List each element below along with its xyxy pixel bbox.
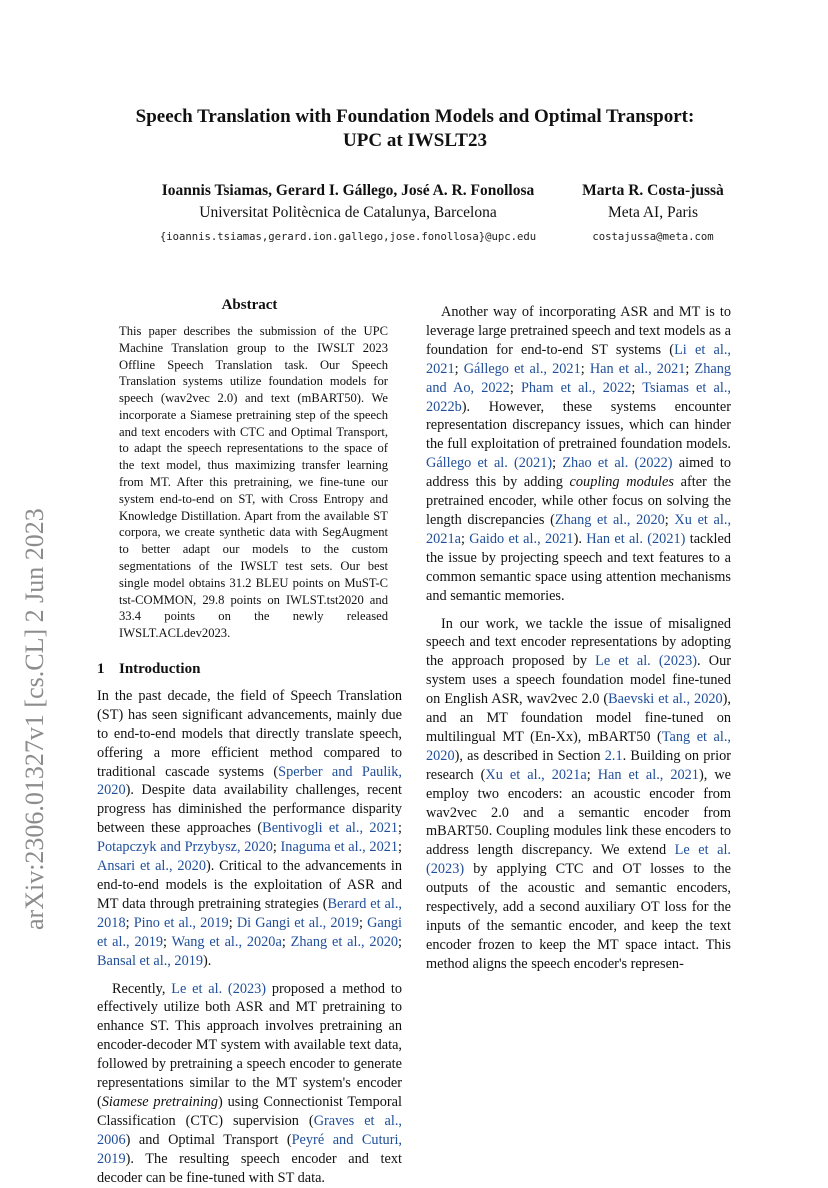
text-run: ), we employ two encoders: an acoustic encoder from wav2vec 2.0 and a semantic encoder from mBART50. Coupling modules link these encoders to address length discrepancy. We extend — [426, 766, 731, 859]
paper-title — [90, 105, 740, 153]
text-run: ; — [631, 379, 643, 396]
citation-link[interactable]: Pham et al., 2022 — [520, 379, 632, 396]
text-run: ; — [509, 379, 521, 396]
text-run: . Building on prior research ( — [426, 747, 732, 783]
citation-link[interactable]: Zhang et al., 2020 — [554, 511, 665, 528]
citation-link[interactable]: Han et al. (2021) — [586, 530, 686, 547]
text-run: ; — [358, 914, 368, 931]
text-run: Recently, — [112, 980, 172, 997]
title-line-1: Speech Translation with Foundation Models and Optimal Transport: — [135, 106, 695, 127]
citation-link[interactable]: Berard et al., 2018 — [97, 895, 402, 931]
citation-link[interactable]: Zhang and Ao, 2022 — [426, 360, 732, 396]
text-run: ; — [125, 914, 134, 931]
arxiv-stamp: arXiv:2306.01327v1 [cs.CL] 2 Jun 2023 — [20, 508, 49, 930]
text-run: In the past decade, the field of Speech Translation (ST) has seen significant advancements, mainly due to end-to-end models that directly translate speech, offering a more efficient method compared to traditional cascade systems ( — [97, 687, 402, 780]
text-run: ). — [573, 530, 587, 547]
text-run: ; — [664, 511, 675, 528]
text-run: ). However, these systems encounter representation discrepancy issues, which can hinder the full exploitation of pretrained foundation models. — [426, 398, 731, 453]
text-run: ; — [586, 766, 598, 783]
section-reference-link[interactable]: 2.1 — [604, 747, 623, 764]
intro-paragraph-4 — [426, 615, 731, 974]
text-run: ; — [398, 820, 402, 837]
text-run: ). Despite data availability challenges, recent progress has diminished the performance disparity between these approaches ( — [97, 782, 402, 837]
citation-link[interactable]: Di Gangi et al., 2019 — [236, 914, 359, 931]
citation-link[interactable]: Potapczyk and Przybysz, 2020 — [97, 839, 273, 856]
intro-paragraph-2 — [97, 980, 402, 1188]
citation-link[interactable]: Le et al. (2023) — [595, 653, 698, 670]
text-run: ) and Optimal Transport ( — [125, 1131, 292, 1148]
citation-link[interactable]: Ansari et al., 2020 — [97, 858, 206, 875]
text-run: ; — [398, 839, 403, 856]
citation-link[interactable]: Bansal et al., 2019 — [97, 952, 204, 969]
citation-link[interactable]: Gaido et al., 2021 — [469, 530, 574, 547]
text-run: ; — [163, 933, 172, 950]
text-run: after the pretrained encoder, while other focus on solving the length discrepancies ( — [426, 474, 731, 528]
citation-link[interactable]: Li et al., 2021 — [426, 341, 731, 377]
citation-link[interactable]: Xu et al., 2021a — [426, 511, 732, 547]
author-block-upc — [138, 180, 558, 248]
text-run: ), and an MT foundation model fine-tuned on multilingual MT (En-Xx), mBART50 ( — [426, 691, 731, 745]
text-run: Another way of incorporating ASR and MT is to leverage large pretrained speech and text models as a foundation for end-to-end ST systems ( — [426, 304, 731, 358]
text-run: In our work, we tackle the issue of misaligned speech and text encoder representations by adopting the approach proposed by — [426, 615, 731, 670]
author-email[interactable]: costajussa@meta.com — [592, 231, 714, 243]
text-run: ; — [552, 455, 563, 472]
citation-link[interactable]: Tang et al., 2020 — [426, 728, 732, 764]
citation-link[interactable]: Le et al. (2023) — [171, 980, 267, 997]
author-names: Marta R. Costa-jussà — [582, 182, 724, 199]
author-block-meta — [568, 180, 738, 248]
right-column — [426, 294, 731, 974]
intro-paragraph-3 — [426, 303, 731, 606]
text-run: ; — [398, 933, 403, 950]
text-run: ; — [685, 360, 695, 377]
text-run: proposed a method to effectively utilize both ASR and MT pretraining to enhance ST. This approach involves pretraining an encoder-decoder MT system with available text data, followed by pretraining a speech encoder to generate representations similar to the MT system's encoder ( — [97, 980, 402, 1110]
text-run: ; — [454, 360, 464, 377]
citation-link[interactable]: Tsiamas et al., 2022b — [426, 379, 731, 415]
citation-link[interactable]: Zhao et al. (2022) — [562, 455, 673, 472]
citation-link[interactable]: Graves et al., 2006 — [97, 1112, 402, 1148]
citation-link[interactable]: Xu et al., 2021a — [485, 766, 587, 783]
text-run: ; — [281, 933, 291, 950]
citation-link[interactable]: Bentivogli et al., 2021 — [262, 820, 399, 837]
citation-link[interactable]: Inaguma et al., 2021 — [280, 839, 399, 856]
text-run: ; — [580, 360, 590, 377]
affiliation: Meta AI, Paris — [608, 204, 698, 221]
citation-link[interactable]: Zhang et al., 2020 — [290, 933, 399, 950]
text-run: ; — [272, 839, 281, 856]
affiliation: Universitat Politècnica de Catalunya, Barcelona — [199, 204, 497, 221]
text-run: ). The resulting speech encoder and text decoder can be fine-tuned with ST data. — [97, 1150, 402, 1186]
text-run: tackled the issue by projecting speech and text features to a common semantic space using attention mechanisms and semantic memories. — [426, 530, 731, 604]
intro-paragraph-1 — [97, 687, 402, 971]
text-run: aimed to address this by adding — [426, 455, 732, 491]
text-run: . Our system uses a speech foundation model fine-tuned on English ASR, wav2vec 2.0 ( — [426, 653, 731, 708]
emphasis-text: coupling modules — [569, 474, 674, 491]
text-run: ), as described in Section — [454, 747, 605, 764]
citation-link[interactable]: Gangi et al., 2019 — [97, 914, 403, 950]
author-email[interactable]: {ioannis.tsiamas,gerard.ion.gallego,jose.fonollosa}@upc.edu — [159, 231, 537, 243]
title-line-2: UPC at IWSLT23 — [343, 130, 487, 151]
citation-link[interactable]: Sperber and Paulik, 2020 — [97, 763, 402, 799]
author-names: Ioannis Tsiamas, Gerard I. Gállego, José A. R. Fonollosa — [161, 182, 535, 199]
text-run: by applying CTC and OT losses to the outputs of the acoustic and semantic encoders, respectively, add a second auxiliary OT loss for the inputs of the semantic encoder, and keep the text encoder frozen to keep the MT space intact. This method aligns the speech encoder's represen- — [426, 861, 731, 972]
citation-link[interactable]: Le et al. (2023) — [426, 842, 731, 878]
citation-link[interactable]: Peyré and Cuturi, 2019 — [97, 1131, 402, 1167]
section-title: Introduction — [119, 661, 201, 678]
citation-link[interactable]: Pino et al., 2019 — [133, 914, 229, 931]
abstract-text: This paper describes the submission of the UPC Machine Translation group to the IWSLT 2023 Offline Speech Translation task. Our Speech Translation systems utilize foundation models for speech (wav2vec 2.0) and text (mBART50). We incorporate a Siamese pretraining step of the speech and text encoders with CTC and Optimal Transport, to adapt the speech representations to the space of the text model, thus maximizing transfer learning from MT. After this pretraining, we fine-tune our system end-to-end on ST, with Cross Entropy and Knowledge Distillation. Apart from the available ST corpora, we create synthetic data with SegAugment to better adapt our models to the custom segmentations of the IWSLT test sets. Our best single model obtains 31.2 BLEU points on MuST-C tst-COMMON, 29.8 points on IWLST.tst2020 and 33.4 points on the newly released IWSLT.ACLdev2023. — [119, 323, 388, 641]
text-run: ). — [203, 952, 212, 969]
text-run: ; — [228, 914, 237, 931]
left-column — [97, 296, 402, 1188]
text-run: ; — [460, 530, 470, 547]
citation-link[interactable]: Han et al., 2021 — [597, 766, 699, 783]
section-heading-introduction — [97, 660, 402, 679]
text-run: ) using Connectionist Temporal Classification (CTC) supervision ( — [97, 1093, 402, 1129]
emphasis-text: Siamese pretraining — [101, 1093, 219, 1110]
citation-link[interactable]: Gállego et al. (2021) — [426, 455, 553, 472]
section-number: 1 — [97, 661, 105, 678]
text-run: ). Critical to the advancements in end-to-end models is the exploitation of ASR and MT data through pretraining strategies ( — [97, 858, 402, 912]
abstract-heading: Abstract — [221, 297, 278, 313]
citation-link[interactable]: Han et al., 2021 — [589, 360, 686, 377]
citation-link[interactable]: Gállego et al., 2021 — [463, 360, 581, 377]
citation-link[interactable]: Baevski et al., 2020 — [608, 691, 723, 708]
citation-link[interactable]: Wang et al., 2020a — [171, 933, 282, 950]
